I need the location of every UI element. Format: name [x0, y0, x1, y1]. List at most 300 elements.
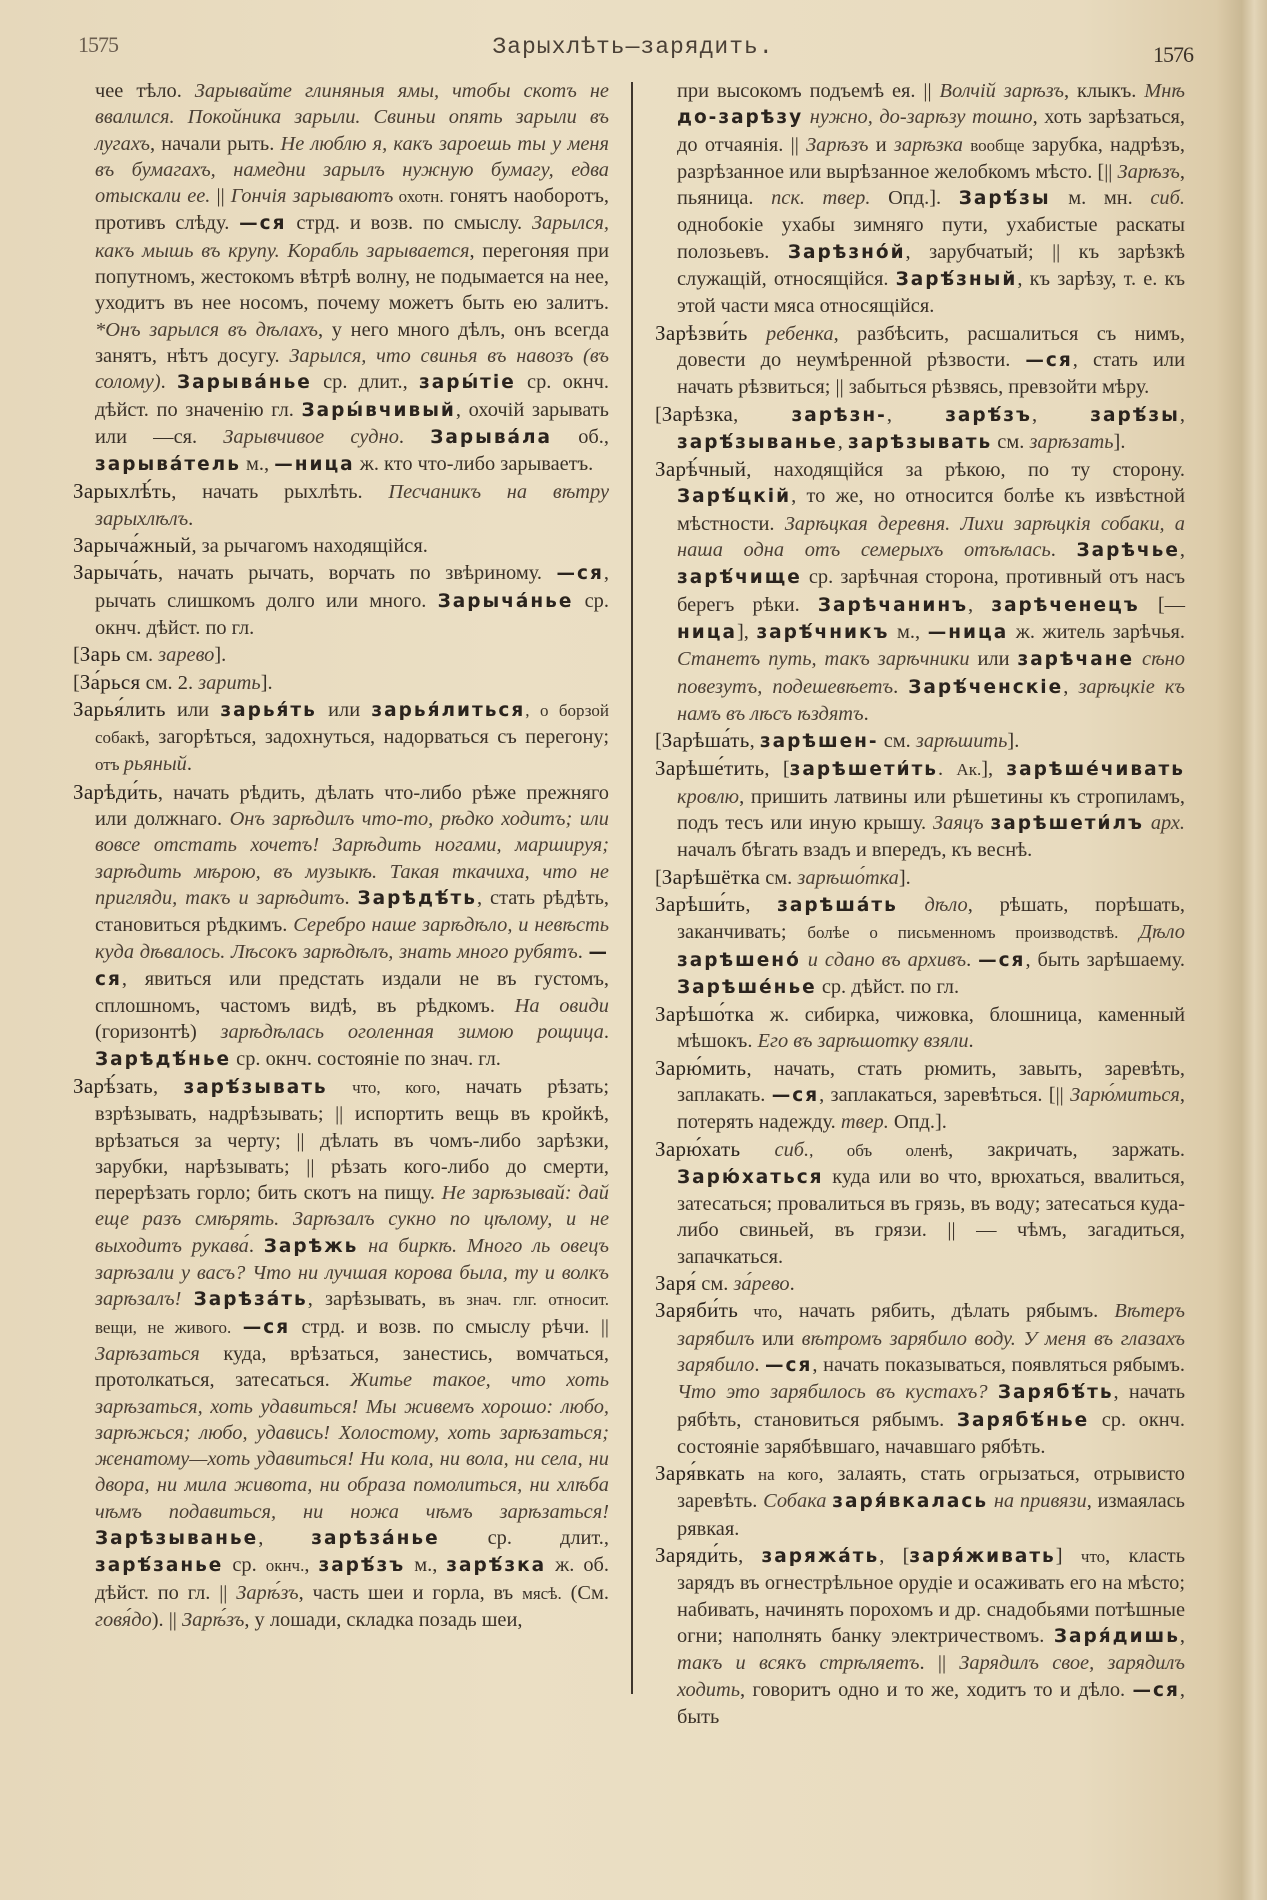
definition-text: , залаять, стать огрызаться, отрывисто заревѣть.: [677, 1463, 1185, 1513]
definition-text: .: [188, 507, 194, 530]
definition-text: , клыкъ.: [1064, 80, 1145, 102]
definition-text: ].: [898, 866, 911, 889]
definition-text: , хоть зарѣзаться, до отчаянія. ||: [677, 106, 1185, 156]
example-text: Зарѣзъ: [806, 133, 869, 156]
derived-form: Зарябѣ́ть: [997, 1382, 1114, 1404]
dictionary-entry: [655, 1136, 1185, 1270]
definition-text: , начать рябѣть, становиться рябымъ.: [677, 1381, 1185, 1431]
example-text: кровлю: [677, 785, 740, 808]
example-text: пск. твер.: [771, 187, 871, 210]
derived-form: —ся: [95, 941, 610, 990]
example-text: сиб.: [1150, 187, 1185, 210]
example-text: ребенка: [766, 322, 834, 345]
example-text: зарѣцкіе къ намъ въ лѣсъ ѣздятъ: [677, 675, 1185, 725]
definition-text: ж. кто что-либо зарываетъ.: [354, 453, 594, 476]
definition-text: м.,: [889, 620, 928, 643]
definition-text: . ||: [919, 1652, 960, 1675]
definition-text: стрд. и возв. по смыслу.: [286, 212, 532, 235]
derived-form: зарѣ́чникъ: [756, 621, 890, 643]
definition-text: [1144, 812, 1151, 834]
headword: Зарыча́ть: [73, 560, 158, 585]
definition-text: , пришить латвины или рѣшетины къ стропиламъ, подъ тесъ или иную крышу.: [677, 785, 1185, 835]
example-text: зарѣшить: [915, 730, 1008, 753]
column-divider: [631, 82, 633, 1694]
example-text: зарить: [198, 671, 261, 694]
example-text: зарѣзка: [893, 133, 963, 156]
dictionary-entry: [655, 1542, 1185, 1730]
definition-text: , закричать, заржать.: [948, 1138, 1185, 1161]
example-text: Зарѣцкая деревня. Лихи зарѣцкія собаки, а наша одна отъ семерыхъ отъѣлась: [677, 512, 1185, 562]
definition-text: , зарѣзывать,: [307, 1288, 439, 1311]
definition-text: ,: [733, 403, 792, 426]
usage-note: отъ: [95, 755, 124, 775]
derived-form: зарѣ́чище: [677, 567, 802, 589]
derived-form: зарѣшено́: [677, 949, 801, 971]
definition-text: Опд.].: [888, 1111, 947, 1134]
derived-form: зарѣ́зывать: [183, 1076, 328, 1098]
definition-text: (горизонтѣ): [95, 1021, 221, 1044]
entry-continuation: [73, 78, 609, 478]
definition-text: , начать показываться, появляться рябымъ.: [812, 1353, 1185, 1376]
derived-form: зарѣ́зъ: [945, 404, 1032, 426]
definition-text: , стать или начать рѣзвиться; || забыться рѣзвясь, превзойти мѣру.: [677, 348, 1185, 399]
definition-text: ],: [736, 620, 757, 643]
example-text: такъ и всякъ стрѣляетъ: [677, 1652, 920, 1675]
definition-text: [: [73, 644, 80, 667]
definition-text: .: [966, 948, 979, 971]
definition-text: начать рѣзать; взрѣзывать, надрѣзывать; || испортить вещь въ кройкѣ, врѣзаться за черту; || дѣлать въ чомъ-либо зарѣзки, зарубки, нарѣзывать; || рѣзать кого-либо до смерти, перерѣзать горло; бить скотъ на пищу.: [95, 1075, 609, 1205]
usage-note: на кого: [745, 1465, 819, 1485]
definition-text: или: [165, 698, 221, 721]
derived-form: ница: [677, 621, 737, 643]
dictionary-entry: [73, 478, 609, 532]
example-text: Не люблю я, какъ зароешь ты у меня въ бумагахъ, намедни зарылъ нужную бумагу, едва отыскали ее.: [95, 132, 609, 208]
definition-text: , говоритъ одно и то же, ходитъ то и дѣло.: [739, 1678, 1133, 1701]
headword: Заряди́ть: [655, 1543, 739, 1568]
derived-form: —ся: [242, 1316, 291, 1338]
definition-text: см.: [878, 730, 916, 753]
definition-text: или: [754, 1327, 802, 1350]
definition-text: , пьяница.: [677, 160, 1185, 210]
headword: Заряби́ть: [655, 1298, 739, 1323]
definition-text: , измаялась рявкая.: [677, 1490, 1185, 1540]
example-text: Зарылся, что свинья въ навозъ (въ солому): [95, 344, 609, 394]
definition-text: ,: [1063, 675, 1079, 698]
definition-text: ). ||: [151, 1608, 182, 1631]
definition-text: , стать рѣдѣть, становиться рѣдкимъ.: [95, 886, 609, 937]
definition-text: куда, врѣзаться, занестись, вомчаться, протолкаться, затесаться.: [95, 1342, 609, 1392]
definition-text: .: [754, 1353, 766, 1376]
dictionary-entry: [655, 864, 1185, 891]
entry-continuation: [655, 78, 1185, 320]
derived-form: зарья́ть: [220, 699, 317, 721]
definition-text: ср. окнч. дѣйст. по значенію гл.: [95, 371, 610, 421]
example-text: сиб.: [774, 1138, 810, 1161]
usage-note: что: [738, 1302, 778, 1322]
headword: Зарѣди́ть: [73, 779, 158, 804]
definition-text: [: [655, 866, 662, 889]
headword: Заря́: [655, 1271, 697, 1296]
definition-text: см.: [696, 1273, 734, 1296]
usage-note: въ знач. глг. относит. вещи, не живого.: [95, 1290, 609, 1337]
derived-form: зарѣшети́ть: [789, 759, 938, 781]
derived-form: Заря́дишь: [1053, 1625, 1180, 1647]
definition-text: , [: [764, 758, 790, 781]
definition-text: , явиться или предстать издали не въ густомъ, сплошномъ, частомъ видѣ, въ рѣдкомъ.: [95, 967, 609, 1018]
headword: Зарь: [79, 642, 121, 667]
example-text: Зарывчивое судно: [223, 425, 399, 448]
definition-text: ,: [1179, 1624, 1185, 1647]
dictionary-entry: [655, 891, 1185, 1001]
derived-form: Зарю́хаться: [677, 1166, 824, 1188]
headword: Зарѣшо́тка: [655, 1002, 755, 1027]
definition-text: стрд. и возв. по смыслу рѣчи. ||: [290, 1315, 610, 1338]
dictionary-entry: [655, 1055, 1185, 1136]
definition-text: .: [1050, 539, 1077, 562]
page-number-left: 1575: [78, 32, 118, 57]
definition-text: , [: [879, 1545, 910, 1568]
definition-text: , начали рыть.: [149, 132, 281, 155]
example-text: Собака: [763, 1490, 827, 1513]
example-text: зарево: [158, 644, 215, 667]
derived-form: зарѣзывать: [848, 431, 993, 453]
definition-text: ].: [214, 644, 227, 667]
example-text: Заяцъ: [933, 812, 984, 835]
example-text: нужно, до-зарѣзу тошно: [809, 106, 1033, 129]
derived-form: заря́вкалась: [832, 1491, 989, 1513]
definition-text: .: [186, 753, 192, 776]
definition-text: , за рычагомъ находящійся.: [191, 535, 428, 558]
example-text: за́рево: [733, 1273, 790, 1296]
headword: Зарѣ́чный: [655, 457, 747, 482]
headword: Зарю́мить: [655, 1055, 747, 1080]
definition-text: , зарубчатый; || къ зарѣзкѣ служащій, относящійся.: [677, 240, 1185, 291]
definition-text: , къ зарѣзу, т. е. къ этой части мяса относящійся.: [677, 268, 1185, 318]
headword: Зарѣши́ть: [655, 891, 746, 916]
example-text: На овиди: [514, 995, 609, 1018]
definition-text: (См.: [561, 1581, 609, 1604]
derived-form: —ница: [927, 621, 1009, 643]
usage-note: Ак.: [956, 760, 982, 780]
headword: Зарыхлѣ́ть: [73, 479, 172, 504]
example-text: Зарю́миться: [1070, 1083, 1180, 1106]
definition-text: ,: [304, 1554, 319, 1577]
definition-text: , начать, стать рюмить, завыть, заревѣть, заплакать.: [677, 1057, 1185, 1106]
definition-text: ср. дѣйст. по гл.: [816, 975, 960, 998]
definition-text: , начать рябить, дѣлать рябымъ.: [777, 1300, 1115, 1323]
definition-text: , часть шеи и горла, въ: [298, 1581, 523, 1604]
dictionary-entry: [655, 401, 1185, 457]
definition-text: .: [789, 1273, 795, 1296]
derived-form: заряжа́ть: [761, 1546, 880, 1568]
example-text: Зарылся, какъ мышь въ крупу. Корабль зарывается: [95, 212, 609, 262]
definition-text: ,: [886, 403, 946, 426]
dictionary-entry: [655, 456, 1185, 727]
definition-text: см. 2.: [140, 671, 199, 694]
definition-text: [—: [1139, 593, 1185, 616]
definition-text: , класть зарядъ въ огнестрѣльное орудіе и осаживать его на мѣсто; набивать, начинять порохомъ и др. снадобьями потѣшные огни; наполнять банку электричествомъ.: [677, 1545, 1185, 1647]
derived-form: зарыва́тель: [95, 454, 241, 476]
definition-text: или: [316, 698, 372, 721]
definition-text: см.: [120, 644, 159, 667]
usage-note: охотн.: [393, 187, 444, 207]
definition-text: , начать рыхлѣть.: [171, 481, 389, 504]
definition-text: , у лошади, складка позадь шеи,: [244, 1608, 523, 1631]
definition-text: , потерять надежду.: [677, 1083, 1186, 1134]
derived-form: зарѣза́нье: [311, 1528, 440, 1550]
derived-form: —ница: [274, 454, 355, 476]
definition-text: ,: [749, 730, 760, 753]
definition-text: , перегоняя при попутномъ, жестокомъ вѣтрѣ волну, не подымается на нее, уходитъ въ нее носомъ, почему можетъ быть ею залитъ.: [95, 239, 609, 315]
definition-text: однобокіе ухабы зимняго пути, ухабистые раскаты полозьевъ.: [677, 214, 1185, 263]
derived-form: Зарѣчанинъ: [817, 594, 969, 616]
definition-text: ],: [981, 758, 1007, 781]
definition-text: .: [863, 702, 869, 725]
example-text: *Онъ зарылся въ дѣлахъ: [95, 318, 319, 341]
usage-note: окнч.: [265, 1556, 305, 1576]
example-text: Вѣтеръ зарябилъ: [677, 1300, 1185, 1350]
definition-text: ср. зарѣчная сторона, противный отъ насъ берегъ рѣки.: [677, 566, 1185, 616]
example-text: на привязи: [993, 1490, 1087, 1513]
definition-text: ].: [260, 671, 273, 694]
example-text: говя́до: [95, 1608, 152, 1631]
definition-text: ]: [1055, 1545, 1081, 1568]
definition-text: ||: [210, 185, 231, 208]
definition-text: [748, 323, 766, 345]
definition-text: Опд.].: [870, 187, 959, 210]
example-text: зарѣдѣлась оголенная зимою рощица: [220, 1021, 604, 1044]
example-text: Станетъ путь, такъ зарѣчники: [677, 648, 970, 671]
derived-form: Зарѣ́зы: [958, 188, 1051, 210]
derived-form: —ся: [771, 1084, 820, 1106]
definition-text: .: [248, 1234, 264, 1257]
derived-form: Зарѣзно́й: [787, 241, 906, 263]
example-text: Зарѣ́зъ: [181, 1608, 245, 1631]
example-text: Житье такое, что хоть зарѣзаться, хоть удавиться! Мы живемъ хорошо: любо, зарѣжься; любо, удавись! Холостому, хоть зарѣзаться; женатому—хоть удавиться! Ни кола, ни вола, ни села, ни двора, ни мила живота, ни образа помолиться, ни хлѣба чѣмъ подавиться, ни ножа чѣмъ зарѣзаться!: [95, 1369, 609, 1523]
definition-text: [231, 1316, 242, 1338]
derived-form: Зарѣжь: [263, 1235, 359, 1257]
definition-text: .: [893, 675, 909, 698]
example-text: Его въ зарѣшотку взяли: [757, 1030, 969, 1053]
definition-text: ср. окнч. дѣйст. по гл.: [95, 589, 609, 639]
derived-form: —ся: [1025, 349, 1073, 371]
definition-text: [181, 1288, 193, 1310]
right-column: [655, 78, 1185, 1730]
definition-text: ж. житель зарѣчья.: [1008, 620, 1185, 643]
definition-text: .: [577, 940, 589, 963]
derived-form: —ся: [556, 563, 604, 585]
example-text: рьяный: [123, 753, 187, 776]
definition-text: ,: [745, 893, 778, 916]
definition-text: [740, 1139, 774, 1161]
derived-form: Зарѣше́нье: [677, 976, 817, 998]
dictionary-entry: [655, 727, 1185, 755]
definition-text: ,: [1179, 539, 1185, 562]
derived-form: Зары́вчивый: [301, 399, 456, 421]
dictionary-entry: [73, 641, 609, 668]
definition-text: куда или во что, врюхаться, ввалиться, затесаться; провалиться въ грязь, въ воду; затесаться куда-либо свиньей, въ грязи. || — чѣмъ, загадиться, запачкаться.: [677, 1165, 1185, 1268]
headword: Зарѣша́ть: [661, 728, 750, 753]
derived-form: зарѣ́зыванье: [677, 431, 838, 453]
derived-form: Зарыча́нье: [437, 590, 574, 612]
definition-text: об.,: [552, 425, 609, 448]
derived-form: заря́живать: [909, 1546, 1056, 1568]
usage-note: вообще: [970, 135, 1025, 155]
usage-note: что, кого,: [327, 1077, 441, 1097]
dictionary-entry: [655, 1001, 1185, 1055]
definition-text: ,: [968, 593, 992, 616]
definition-text: [: [655, 730, 662, 753]
definition-text: ,: [1031, 403, 1091, 426]
example-text: Зарядилъ свое, зарядилъ ходить: [677, 1652, 1185, 1701]
definition-text: [984, 812, 991, 834]
derived-form: зарѣзн-: [791, 404, 887, 426]
definition-text: ,: [837, 430, 848, 453]
dictionary-entry: [655, 755, 1185, 863]
definition-text: .: [603, 1021, 609, 1044]
example-text: Что это зарябилось въ кустахъ?: [677, 1381, 988, 1404]
definition-text: [: [655, 403, 662, 426]
dictionary-entry: [73, 532, 609, 559]
derived-form: зарѣша́ть: [777, 894, 898, 916]
derived-form: Зарѣ́ченскіе: [908, 676, 1064, 698]
definition-text: , заплакаться, заревѣться. [||: [819, 1083, 1071, 1106]
headword: Зарѣше́тить: [655, 756, 765, 781]
example-text: Мнѣ: [1144, 80, 1185, 102]
definition-text: .: [938, 758, 957, 781]
headword: Зарыча́жный: [73, 533, 192, 558]
derived-form: Зарѣдѣ́нье: [95, 1048, 232, 1070]
example-text: Песчаникъ на вѣтру зарыхлѣлъ: [95, 481, 609, 530]
definition-text: ,: [258, 1527, 312, 1550]
derived-form: зарѣшен-: [759, 731, 879, 753]
definition-text: , загорѣться, задохнуться, надорваться съ перегону;: [144, 726, 609, 749]
definition-text: [1118, 921, 1139, 943]
definition-text: ср. длит.,: [439, 1527, 609, 1550]
definition-text: ср. окнч. состояніе зарябѣвшаго, начавшаго рябѣть.: [677, 1408, 1185, 1458]
definition-text: [988, 1381, 998, 1403]
left-column: [73, 78, 609, 1633]
derived-form: до-зарѣзу: [677, 107, 804, 129]
example-text: зарѣзать: [1029, 430, 1114, 453]
example-text: на биркѣ. Много ль овецъ зарѣзали у васъ? Что ни лучшая корова была, ту и волкъ зарѣзалъ!: [95, 1234, 609, 1311]
definition-text: .: [160, 371, 178, 394]
definition-text: ср. окнч. состояніе по знач. гл.: [231, 1047, 501, 1070]
definition-text: ,: [1179, 403, 1185, 426]
derived-form: Зарябѣ́нье: [956, 1409, 1090, 1431]
derived-form: Зарыва́ла: [430, 426, 553, 448]
headword: Зарѣзка: [661, 401, 734, 426]
derived-form: Зарѣдѣ́ть: [357, 887, 477, 909]
derived-form: Зарыва́нье: [177, 372, 312, 394]
headword: Заря́вкать: [655, 1461, 746, 1486]
derived-form: —ся: [978, 949, 1026, 971]
usage-note: , о борзой собакѣ: [95, 700, 609, 748]
usage-note: , объ оленѣ: [809, 1140, 949, 1160]
example-text: Зарѣзаться: [95, 1342, 200, 1365]
derived-form: зарѣчане: [1017, 649, 1135, 671]
definition-text: ].: [1007, 730, 1020, 753]
headword: Зарѣзви́ть: [655, 320, 748, 345]
derived-form: Зарѣ́цкій: [677, 486, 792, 508]
dictionary-entry: [73, 559, 609, 641]
definition-text: , рѣшать, порѣшать, заканчивать;: [677, 893, 1185, 944]
definition-text: [1134, 648, 1142, 670]
example-text: сѣно повезутъ, подешевѣетъ: [677, 648, 1185, 698]
definition-text: .: [398, 425, 431, 448]
definition-text: гонятъ наоборотъ, противъ слѣду.: [95, 185, 609, 235]
definition-text: , находящійся за рѣкою, по ту сторону.: [746, 459, 1185, 482]
definition-text: , начать рычать, ворчать по звѣриному.: [157, 562, 557, 585]
example-text: Гончія зарываютъ: [230, 185, 394, 208]
definition-text: , быть зарѣшаему.: [1025, 948, 1185, 971]
example-text: твер.: [840, 1111, 889, 1134]
dictionary-entry: [73, 696, 609, 779]
headword: Зарья́лить: [73, 696, 166, 721]
headword: Зарѣ́зать: [73, 1073, 153, 1098]
definition-text: или: [969, 648, 1018, 671]
definition-text: , разбѣсить, расшалиться съ нимъ, довести до неумѣренной рѣзвости.: [677, 322, 1185, 371]
definition-text: , охочій зарывать или —ся.: [95, 398, 609, 448]
definition-text: м.,: [405, 1554, 447, 1577]
definition-text: .: [344, 886, 358, 909]
definition-text: , начать рѣдить, дѣлать что-либо рѣже прежняго или должнаго.: [95, 781, 609, 831]
definition-text: и: [868, 133, 894, 156]
page-number-right: 1576: [1153, 42, 1193, 67]
running-head: [78, 30, 1193, 67]
derived-form: зары́тіе: [418, 372, 516, 394]
definition-text: см.: [760, 866, 798, 889]
dictionary-entry: [73, 779, 609, 1073]
derived-form: зарья́литься: [371, 699, 526, 721]
example-text: Волчій зарѣзъ: [939, 80, 1065, 102]
derived-form: зарѣченецъ: [991, 594, 1140, 616]
derived-form: зарѣ́зка: [446, 1555, 547, 1577]
derived-form: Зарѣза́ть: [193, 1289, 308, 1311]
definition-text: см.: [992, 430, 1030, 453]
example-text: зарѣшо́тка: [797, 866, 899, 889]
example-text: Зарѣзъ: [1117, 160, 1180, 183]
usage-note: мясѣ.: [522, 1583, 562, 1603]
dictionary-entry: [73, 669, 609, 696]
definition-text: ,: [738, 1545, 762, 1568]
dictionary-entry: [73, 1073, 609, 1633]
definition-text: , то же, но относится болѣе къ извѣстной мѣстности.: [677, 485, 1185, 535]
definition-text: чее тѣло.: [95, 80, 195, 102]
headword: Зарю́хать: [655, 1136, 741, 1161]
example-text: вѣтромъ зарябило воду. У меня въ глазахъ зарябило: [677, 1327, 1185, 1376]
usage-note: болѣе о письменномъ производствѣ.: [807, 923, 1119, 943]
example-text: дѣло: [924, 893, 968, 916]
definition-text: , рычать слишкомъ долго или много.: [95, 562, 609, 612]
definition-text: , у него много дѣлъ, онъ всегда занятъ, нѣтъ досугу.: [95, 318, 610, 367]
derived-form: зарѣ́зы: [1090, 404, 1180, 426]
definition-text: ].: [1113, 430, 1126, 453]
derived-form: Зарѣзыванье: [95, 1528, 259, 1550]
definition-text: ср.: [223, 1554, 266, 1577]
definition-text: ж. об. дѣйст. по гл. ||: [95, 1554, 609, 1604]
derived-form: зарѣшети́лъ: [990, 813, 1144, 835]
example-text: и сдано въ архивъ: [807, 948, 967, 971]
example-text: Зарывайте глиняныя ямы, чтобы скотъ не ввалился. Покойника зарыли. Свиньи опять зарыли въ лугахъ: [95, 80, 609, 155]
example-text: арх.: [1150, 812, 1185, 835]
derived-form: зарѣ́зъ: [318, 1555, 406, 1577]
derived-form: —ся: [239, 213, 287, 235]
dictionary-entry: [655, 1270, 1185, 1297]
example-text: Онъ зарѣдилъ что-то, рѣдко ходитъ; или вовсе отстать хочетъ! Зарѣдить ногами, маршируя; зарѣдить мѣрою, въ музыкѣ. Такая ткачиха, что не пригляди, такъ и зарѣдитъ: [95, 808, 609, 909]
dictionary-entry: [655, 320, 1185, 401]
definition-text: зарубка, надрѣзъ, разрѣзанное или вырѣзанное желобкомъ мѣсто. [||: [677, 133, 1186, 183]
